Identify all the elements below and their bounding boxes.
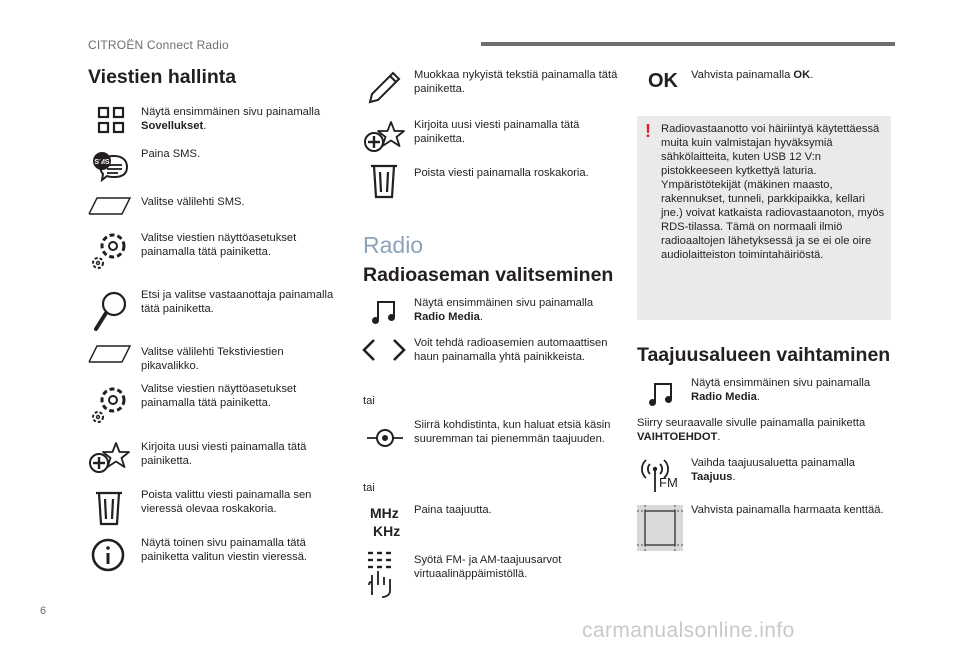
new-message-icon: [363, 120, 405, 154]
instruction-paragraph: Siirry seuraavalle sivulle painamalla painiketta VAIHTOEHDOT.: [637, 417, 866, 443]
instruction-text: Vahvista painamalla harmaata kenttää.: [691, 504, 884, 516]
music-note-icon: [647, 380, 675, 408]
scan-chevrons-icon: [362, 339, 406, 361]
instruction-text: Näytä ensimmäinen sivu painamalla Radio Media.: [414, 297, 594, 323]
warning-text: Radiovastaanotto voi häiriintyä käytettäessä muita kuin valmistajan hyväksymiä sähkölaitteita, kuten USB 12 V:n pistokkeeseen kytkettyä laturia. Ympäristötekijät (mäkinen maasto, rakennukset, tunneli, parkkipaikka, kellari jne.) voivat katkaista radiovastaanoton, myös RDS-tilassa. Tämä on normaali ilmiö radioaaltojen lähetyksessä ja se ei ole oire audiolaitteiston toimintahäiriöstä.: [661, 123, 885, 261]
svg-text:SMS: SMS: [94, 159, 110, 166]
or-text: tai: [363, 482, 375, 494]
fm-label: FM: [659, 475, 678, 490]
new-message-icon: [88, 441, 130, 475]
trash-icon: [95, 490, 123, 526]
or-text: tai: [363, 395, 375, 407]
info-icon: [91, 538, 125, 572]
instruction-text: Poista valittu viesti painamalla sen vieressä olevaa roskakoria.: [141, 489, 312, 515]
instruction-text: Vahvista painamalla OK.: [691, 69, 814, 81]
search-icon: [93, 290, 129, 332]
grey-field-icon: [637, 505, 683, 551]
instruction-text: Poista viesti painamalla roskakoria.: [414, 167, 589, 179]
instruction-text: Siirrä kohdistinta, kun haluat etsiä käsin suuremman tai pienemmän taajuuden.: [414, 419, 611, 445]
instruction-text: Etsi ja valitse vastaanottaja painamalla tätä painiketta.: [141, 289, 334, 315]
settings-gear-icon: [90, 231, 128, 271]
instruction-text: Muokkaa nykyistä tekstiä painamalla tätä painiketta.: [414, 69, 618, 95]
warning-icon: !: [645, 121, 651, 141]
khz-label: KHz: [373, 523, 401, 539]
instruction-text: Näytä ensimmäinen sivu painamalla Radio Media.: [691, 377, 871, 403]
instruction-text: Valitse viestien näyttöasetukset painamalla tätä painiketta.: [141, 232, 297, 258]
edit-pencil-icon: [366, 70, 402, 106]
instruction-text: Kirjoita uusi viesti painamalla tätä painiketta.: [141, 441, 307, 467]
instruction-text: Valitse välilehti SMS.: [141, 196, 245, 208]
instruction-text: Voit tehdä radioasemien automaattisen haun painamalla yhtä painikkeista.: [414, 337, 608, 363]
chapter-title-radio: Radio: [363, 232, 424, 258]
document-header-title: CITROËN Connect Radio: [88, 38, 229, 52]
music-note-icon: [370, 298, 398, 326]
tuning-cursor-icon: [365, 424, 405, 452]
instruction-text: Näytä ensimmäinen sivu painamalla Sovellukset.: [141, 106, 321, 132]
section-heading-messages: Viestien hallinta: [88, 66, 237, 88]
mhz-label: MHz: [370, 505, 399, 521]
instruction-text: Näytä toinen sivu painamalla tätä painiketta valitun viestin vieressä.: [141, 537, 308, 563]
tab-icon: [88, 197, 132, 215]
header-rule: [481, 42, 895, 46]
ok-button-icon: OK: [648, 70, 678, 92]
tab-icon: [88, 345, 132, 363]
instruction-text: Syötä FM- ja AM-taajuusarvot virtuaalinäppäimistöllä.: [414, 554, 562, 580]
instruction-text: Vaihda taajuusaluetta painamalla Taajuus.: [691, 457, 855, 483]
instruction-text: Paina SMS.: [141, 148, 201, 160]
keypad-hand-icon: [366, 551, 400, 599]
settings-gear-icon: [90, 385, 128, 425]
page-number: 6: [40, 605, 47, 617]
instruction-text: Valitse viestien näyttöasetukset painamalla tätä painiketta.: [141, 383, 297, 409]
sms-icon: [90, 150, 130, 186]
trash-icon: [370, 163, 398, 199]
apps-grid-icon: [97, 106, 125, 134]
instruction-text: Paina taajuutta.: [414, 504, 492, 516]
instruction-text: Kirjoita uusi viesti painamalla tätä painiketta.: [414, 119, 580, 145]
watermark: carmanualsonline.info: [582, 619, 795, 642]
section-heading-station: Radioaseman valitseminen: [363, 264, 614, 286]
section-heading-band: Taajuusalueen vaihtaminen: [637, 344, 891, 366]
instruction-text: Valitse välilehti Tekstiviestien pikavalikko.: [141, 346, 284, 372]
